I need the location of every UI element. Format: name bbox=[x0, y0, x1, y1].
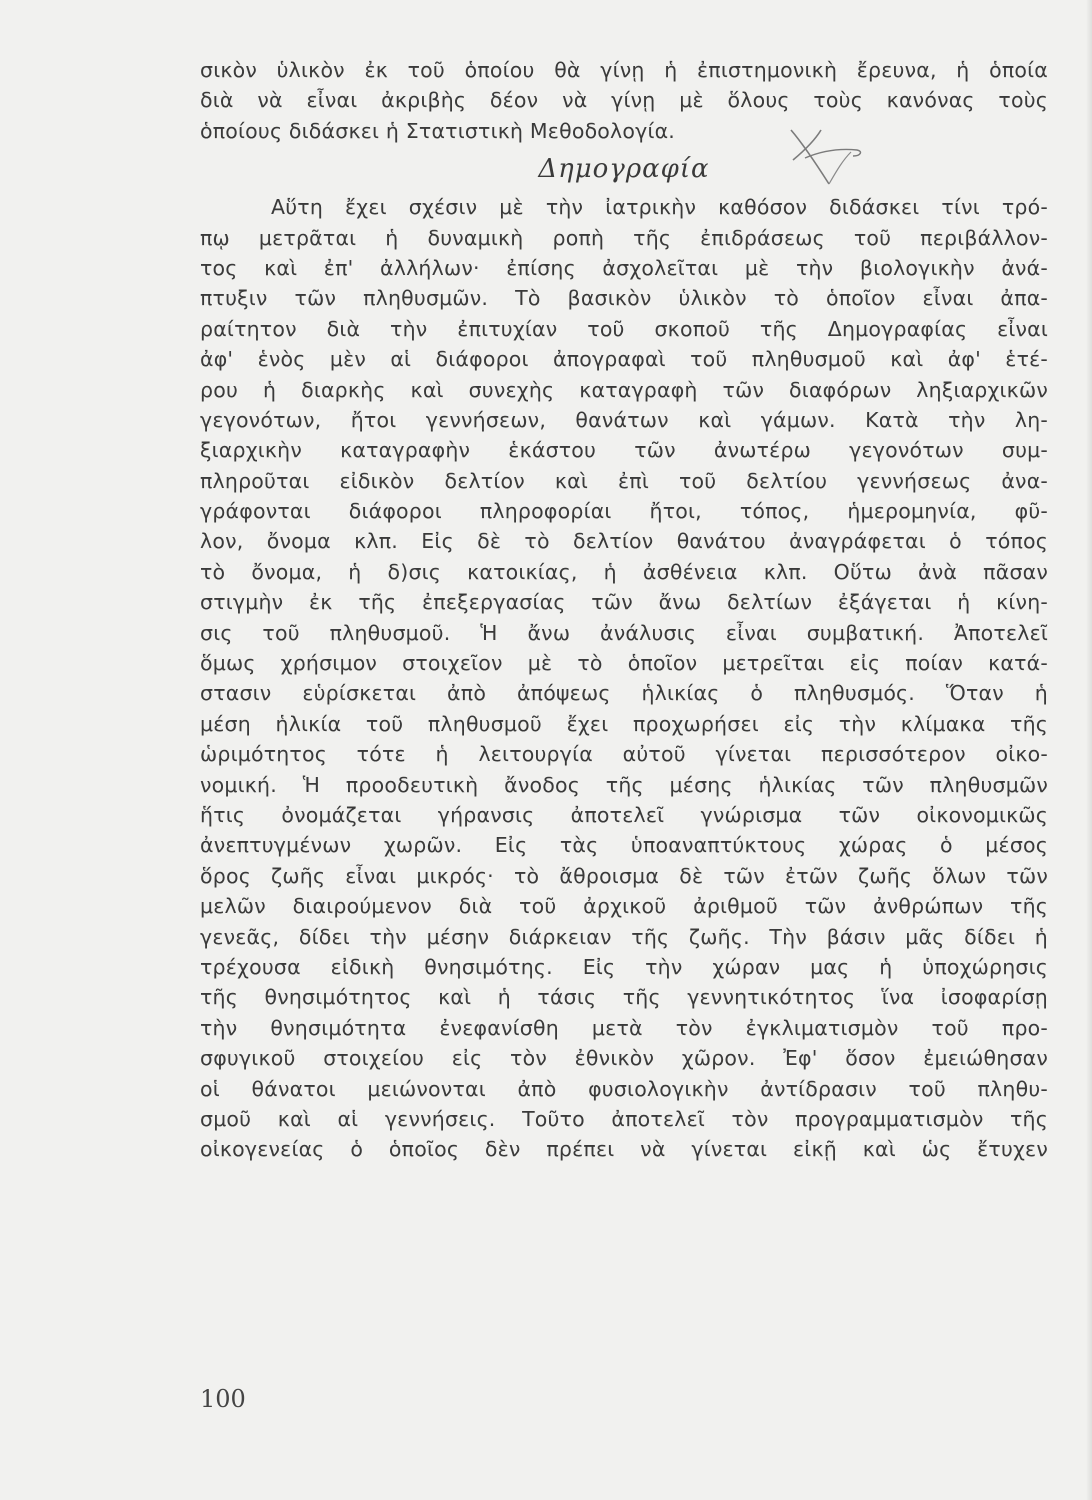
text-line: οἰκογενείας ὁ ὁποῖος δὲν πρέπει νὰ γίνεται εἰκῇ καὶ ὡς ἔτυχεν bbox=[200, 1137, 1048, 1162]
text-line: πῳ μετρᾶται ἡ δυναμικὴ ροπὴ τῆς ἐπιδράσεως τοῦ περιβάλλον- bbox=[200, 225, 1048, 250]
text-line: λον, ὄνομα κλπ. Εἰς δὲ τὸ δελτίον θανάτου ἀναγράφεται ὁ τόπος bbox=[200, 529, 1048, 554]
text-line: ὅρος ζωῆς εἶναι μικρός· τὸ ἄθροισμα δὲ τῶν ἐτῶν ζωῆς ὅλων τῶν bbox=[200, 863, 1048, 888]
text-line: πτυξιν τῶν πληθυσμῶν. Τὸ βασικὸν ὑλικὸν τὸ ὁποῖον εἶναι ἀπα- bbox=[200, 286, 1048, 311]
text-line: γενεᾶς, δίδει τὴν μέσην διάρκειαν τῆς ζωῆς. Τὴν βάσιν μᾶς δίδει ἡ bbox=[200, 924, 1048, 949]
text-line: τὴν θνησιμότητα ἐνεφανίσθη μετὰ τὸν ἐγκλιματισμὸν τοῦ προ- bbox=[200, 1015, 1048, 1040]
text-line: ἥτις ὀνομάζεται γήρανσις ἀποτελεῖ γνώρισμα τῶν οἰκονομικῶς bbox=[200, 802, 1048, 827]
text-line: ἀνεπτυγμένων χωρῶν. Εἰς τὰς ὑποαναπτύκτους χώρας ὁ μέσος bbox=[200, 833, 1048, 858]
text-line: σικὸν ὑλικὸν ἐκ τοῦ ὁποίου θὰ γίνῃ ἡ ἐπιστημονικὴ ἔρευνα, ἡ ὁποία bbox=[200, 58, 1048, 82]
text-line: πληροῦται εἰδικὸν δελτίον καὶ ἐπὶ τοῦ δελτίου γεννήσεως ἀνα- bbox=[200, 468, 1048, 493]
page-number: 100 bbox=[200, 1385, 246, 1413]
text-line: σφυγικοῦ στοιχείου εἰς τὸν ἐθνικὸν χῶρον. Ἐφ' ὅσον ἐμειώθησαν bbox=[200, 1046, 1048, 1071]
text-line: νομική. Ἡ προοδευτικὴ ἄνοδος τῆς μέσης ἡλικίας τῶν πληθυσμῶν bbox=[200, 772, 1048, 797]
scan-edge-shadow bbox=[1086, 0, 1092, 1500]
text-line: τὸ ὄνομα, ἡ δ)σις κατοικίας, ἡ ἀσθένεια κλπ. Οὕτω ἀνὰ πᾶσαν bbox=[200, 559, 1048, 584]
text-line: ὡριμότητος τότε ἡ λειτουργία αὐτοῦ γίνεται περισσότερον οἰκο- bbox=[200, 742, 1048, 767]
paragraph-continuation bbox=[200, 55, 1048, 146]
text-line: γεγονότων, ἤτοι γεννήσεων, θανάτων καὶ γάμων. Κατὰ τὴν λη- bbox=[200, 407, 1048, 432]
text-line: οἱ θάνατοι μειώνονται ἀπὸ φυσιολογικὴν ἀντίδρασιν τοῦ πληθυ- bbox=[200, 1076, 1048, 1101]
text-line: στασιν εὑρίσκεται ἀπὸ ἀπόψεως ἡλικίας ὁ πληθυσμός. Ὅταν ἡ bbox=[200, 681, 1048, 706]
text-line: Αὕτη ἔχει σχέσιν μὲ τὴν ἰατρικὴν καθόσον διδάσκει τίνι τρό- bbox=[271, 195, 1048, 220]
text-line: τῆς θνησιμότητος καὶ ἡ τάσις τῆς γεννητικότητος ἵνα ἰσοφαρίσῃ bbox=[200, 985, 1048, 1010]
text-line: διὰ νὰ εἶναι ἀκριβὴς δέον νὰ γίνῃ μὲ ὅλους τοὺς κανόνας τοὺς bbox=[200, 88, 1048, 113]
text-line: μελῶν διαιρούμενον διὰ τοῦ ἀρχικοῦ ἀριθμοῦ τῶν ἀνθρώπων τῆς bbox=[200, 894, 1048, 919]
text-line: τος καὶ ἐπ' ἀλλήλων· ἐπίσης ἀσχολεῖται μὲ τὴν βιολογικὴν ἀνά- bbox=[200, 255, 1048, 280]
paragraph-demography bbox=[200, 192, 1048, 1165]
text-line: ὁποίους διδάσκει ἡ Στατιστικὴ Μεθοδολογία. bbox=[200, 118, 676, 143]
text-line: τρέχουσα εἰδικὴ θνησιμότης. Εἰς τὴν χώραν μας ἡ ὑποχώρησις bbox=[200, 954, 1048, 979]
text-line: ραίτητον διὰ τὴν ἐπιτυχίαν τοῦ σκοποῦ τῆς Δημογραφίας εἶναι bbox=[200, 316, 1048, 341]
text-line: ρου ἡ διαρκὴς καὶ συνεχὴς καταγραφὴ τῶν διαφόρων ληξιαρχικῶν bbox=[200, 377, 1048, 402]
section-heading: Δημογραφία bbox=[538, 154, 710, 185]
handwritten-check-mark-icon bbox=[785, 122, 875, 202]
text-line: ἀφ' ἑνὸς μὲν αἱ διάφοροι ἀπογραφαὶ τοῦ πληθυσμοῦ καὶ ἀφ' ἑτέ- bbox=[200, 347, 1048, 372]
text-line: σις τοῦ πληθυσμοῦ. Ἡ ἄνω ἀνάλυσις εἶναι συμβατική. Ἀποτελεῖ bbox=[200, 620, 1048, 645]
text-line: στιγμὴν ἐκ τῆς ἐπεξεργασίας τῶν ἄνω δελτίων ἐξάγεται ἡ κίνη- bbox=[200, 590, 1048, 615]
text-line: μέση ἡλικία τοῦ πληθυσμοῦ ἔχει προχωρήσει εἰς τὴν κλίμακα τῆς bbox=[200, 711, 1048, 736]
page-text-block bbox=[200, 55, 1048, 1165]
text-line: ξιαρχικὴν καταγραφὴν ἑκάστου τῶν ἀνωτέρω γεγονότων συμ- bbox=[200, 438, 1048, 463]
text-line: ὅμως χρήσιμον στοιχεῖον μὲ τὸ ὁποῖον μετρεῖται εἰς ποίαν κατά- bbox=[200, 651, 1048, 676]
text-line: γράφονται διάφοροι πληροφορίαι ἤτοι, τόπος, ἡμερομηνία, φῦ- bbox=[200, 499, 1048, 524]
text-line: σμοῦ καὶ αἱ γεννήσεις. Τοῦτο ἀποτελεῖ τὸν προγραμματισμὸν τῆς bbox=[200, 1106, 1048, 1131]
